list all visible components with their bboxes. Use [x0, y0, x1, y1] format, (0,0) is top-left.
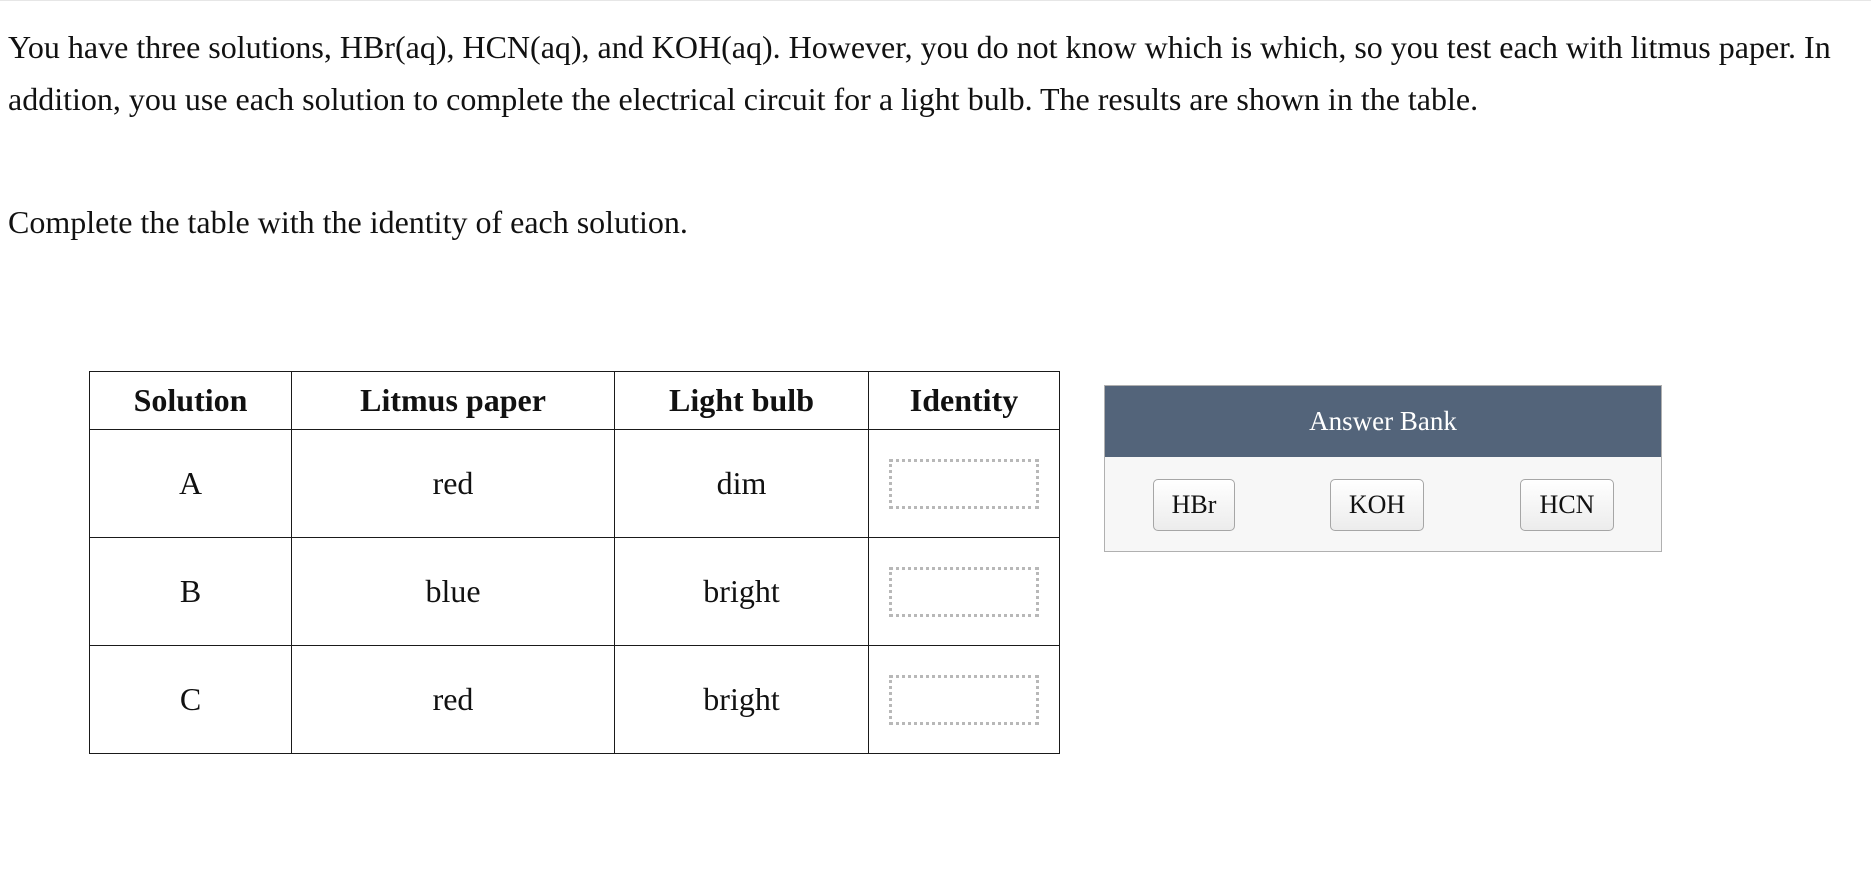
light-bulb-cell: dim	[615, 430, 869, 538]
identity-drop-zone-a[interactable]	[889, 459, 1039, 509]
answer-bank	[1104, 385, 1662, 552]
header-solution: Solution	[90, 372, 292, 430]
identity-cell	[869, 430, 1060, 538]
litmus-cell: red	[292, 646, 615, 754]
litmus-cell: red	[292, 430, 615, 538]
identity-cell	[869, 646, 1060, 754]
table-row	[90, 538, 1060, 646]
light-bulb-cell: bright	[615, 538, 869, 646]
header-litmus-paper: Litmus paper	[292, 372, 615, 430]
question-intro: You have three solutions, HBr(aq), HCN(aq), and KOH(aq). However, you do not know which is which, so you test each with litmus paper. In addition, you use each solution to complete the electrical circuit for a light bulb. The results are shown in the table.	[8, 29, 1831, 117]
answer-chip-hbr[interactable]: HBr	[1153, 479, 1235, 531]
litmus-cell: blue	[292, 538, 615, 646]
table-row	[90, 646, 1060, 754]
table-header-row	[90, 372, 1060, 430]
solution-cell: A	[90, 430, 292, 538]
question-instruction: Complete the table with the identity of each solution.	[8, 204, 688, 240]
answer-chip-hcn[interactable]: HCN	[1520, 479, 1614, 531]
identity-drop-zone-c[interactable]	[889, 675, 1039, 725]
answer-bank-options	[1105, 457, 1661, 551]
results-table	[89, 371, 1060, 754]
solution-cell: B	[90, 538, 292, 646]
answer-chip-koh[interactable]: KOH	[1330, 479, 1424, 531]
light-bulb-cell: bright	[615, 646, 869, 754]
top-divider	[0, 0, 1871, 1]
identity-cell	[869, 538, 1060, 646]
header-identity: Identity	[869, 372, 1060, 430]
identity-drop-zone-b[interactable]	[889, 567, 1039, 617]
answer-bank-title: Answer Bank	[1105, 386, 1661, 457]
header-light-bulb: Light bulb	[615, 372, 869, 430]
solution-cell: C	[90, 646, 292, 754]
table-row	[90, 430, 1060, 538]
